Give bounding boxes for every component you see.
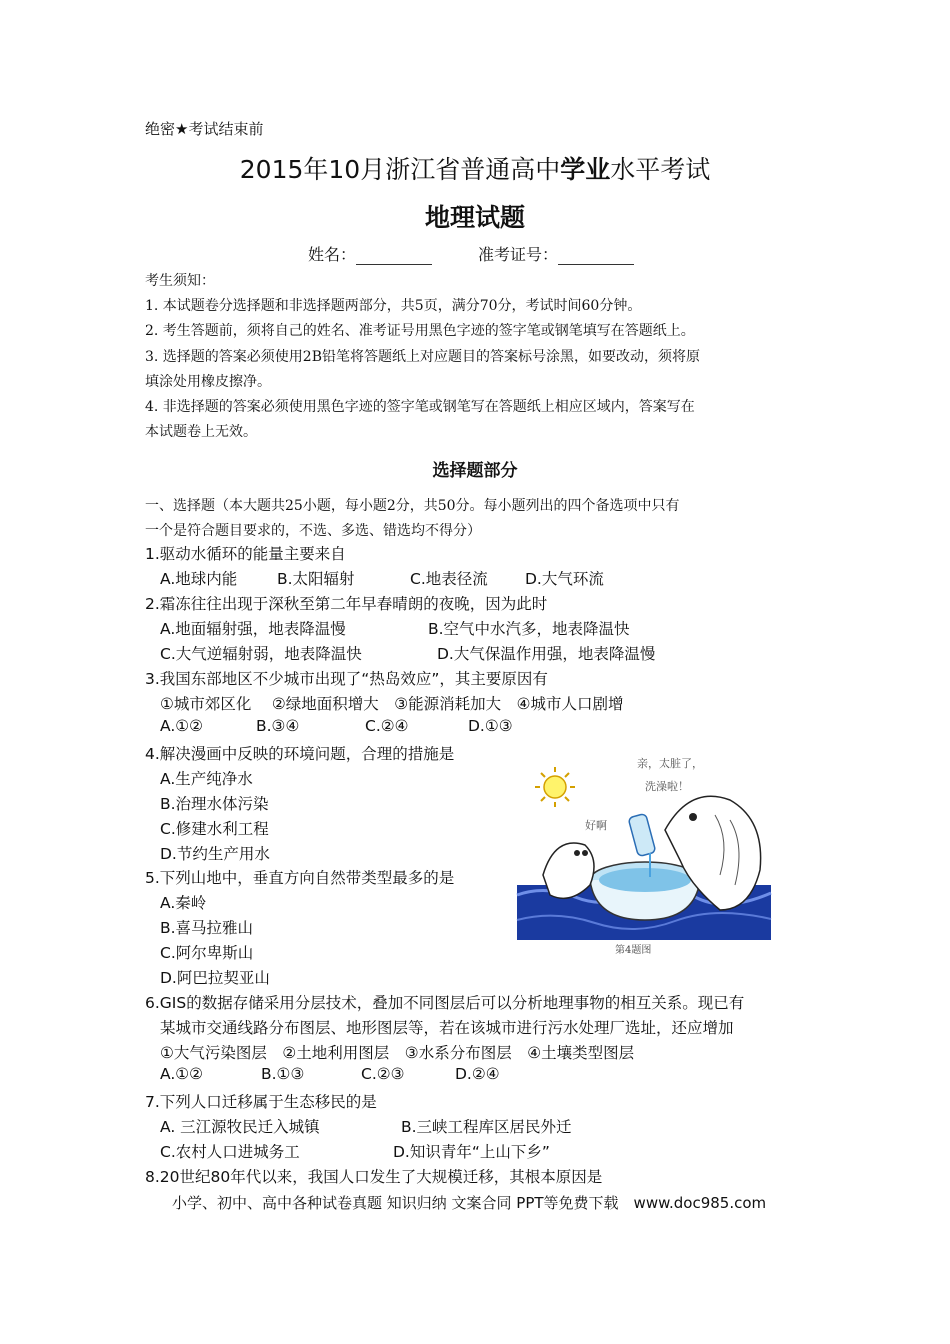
notice-line-2: 2. 考生答题前，须将自己的姓名、准考证号用黑色字迹的签字笔或钢笔填写在答题纸上。: [145, 323, 695, 339]
q2-option-a[interactable]: A.地面辐射强，地表降温慢: [160, 620, 346, 638]
section-intro-1: 一、选择题（本大题共25小题，每小题2分，共50分。每小题列出的四个备选项中只有: [145, 498, 680, 514]
speech-bubble-1: 亲，太脏了，: [637, 757, 703, 770]
name-blank[interactable]: [356, 250, 432, 265]
title-part-a: 2015年10月浙江省普通高中: [239, 155, 561, 184]
q6-option-b[interactable]: B.①③: [261, 1065, 305, 1083]
q5-option-b[interactable]: B.喜马拉雅山: [160, 919, 254, 937]
title-bold: 学业: [560, 155, 611, 184]
title-part-b: 水平考试: [610, 155, 711, 184]
q2-option-d[interactable]: D.大气保温作用强，地表降温慢: [437, 645, 656, 663]
q1-option-b[interactable]: B.太阳辐射: [277, 570, 355, 588]
q5-option-d[interactable]: D.阿巴拉契亚山: [160, 969, 270, 987]
q3-option-c[interactable]: C.②④: [365, 717, 409, 735]
confidential-mark: 绝密★考试结束前: [145, 120, 264, 138]
q3-option-d[interactable]: D.①③: [468, 717, 513, 735]
q7-option-a[interactable]: A. 三江源牧民迁入城镇: [160, 1118, 320, 1136]
q2-option-b[interactable]: B.空气中水汽多，地表降温快: [428, 620, 630, 638]
notice-line-5: 4. 非选择题的答案必须使用黑色字迹的签字笔或钢笔写在答题纸上相应区域内，答案写在: [145, 399, 695, 415]
notice-line-3: 3. 选择题的答案必须使用2B铅笔将答题纸上对应题目的答案标号涂黑，如要改动，须将原: [145, 349, 701, 365]
q6-option-c[interactable]: C.②③: [361, 1065, 405, 1083]
q4-stem: 4.解决漫画中反映的环境问题，合理的措施是: [145, 745, 455, 763]
q7-stem: 7.下列人口迁移属于生态移民的是: [145, 1093, 377, 1111]
q7-option-b[interactable]: B.三峡工程库区居民外迁: [401, 1118, 572, 1136]
q6-option-a[interactable]: A.①②: [160, 1065, 204, 1083]
section-intro-2: 一个是符合题目要求的，不选、多选、错选均不得分）: [145, 523, 481, 539]
notice-line-6: 本试题卷上无效。: [145, 424, 257, 440]
section-title: 选择题部分: [432, 461, 518, 481]
notice-line-1: 1. 本试题卷分选择题和非选择题两部分，共5页，满分70分，考试时间60分钟。: [145, 298, 642, 314]
q2-stem: 2.霜冻往往出现于深秋至第二年早春晴朗的夜晚，因为此时: [145, 595, 548, 613]
q3-option-a[interactable]: A.①②: [160, 717, 204, 735]
q1-option-a[interactable]: A.地球内能: [160, 570, 238, 588]
q4-option-c[interactable]: C.修建水利工程: [160, 820, 269, 838]
q1-stem: 1.驱动水循环的能量主要来自: [145, 545, 346, 563]
q6-stem-1: 6.GIS的数据存储采用分层技术，叠加不同图层后可以分析地理事物的相互关系。现已有: [145, 994, 745, 1012]
notice-line-4: 填涂处用橡皮擦净。: [145, 374, 271, 390]
speech-bubble-2: 洗澡啦！: [645, 780, 689, 793]
q3-stem: 3.我国东部地区不少城市出现了“热岛效应”，其主要原因有: [145, 670, 548, 688]
q3-option-b[interactable]: B.③④: [256, 717, 300, 735]
q7-option-d[interactable]: D.知识青年“上山下乡”: [393, 1143, 550, 1161]
cartoon-figure: [515, 745, 773, 960]
candidate-fields: [308, 242, 680, 265]
name-label: 姓名：: [308, 245, 357, 264]
footer-ad: 小学、初中、高中各种试卷真题 知识归纳 文案合同 PPT等免费下载 www.doc985.com: [172, 1194, 767, 1212]
q6-stem-2: 某城市交通线路分布图层、地形图层等，若在该城市进行污水处理厂选址，还应增加: [160, 1019, 734, 1037]
q5-stem: 5.下列山地中，垂直方向自然带类型最多的是: [145, 869, 455, 887]
sun-icon: [535, 767, 575, 807]
speech-bubble-3: 好啊: [585, 819, 607, 832]
q8-stem: 8.20世纪80年代以来，我国人口发生了大规模迁移，其根本原因是: [145, 1168, 603, 1186]
q1-option-c[interactable]: C.地表径流: [410, 570, 488, 588]
q6-option-d[interactable]: D.②④: [455, 1065, 500, 1083]
q3-items: ①城市郊区化 ②绿地面积增大 ③能源消耗加大 ④城市人口剧增: [160, 695, 624, 713]
cartoon-illustration: [515, 745, 773, 960]
q5-option-c[interactable]: C.阿尔卑斯山: [160, 944, 254, 962]
q4-option-d[interactable]: D.节约生产用水: [160, 845, 270, 863]
notice-heading: 考生须知：: [145, 273, 215, 289]
id-blank[interactable]: [558, 250, 634, 265]
q4-option-b[interactable]: B.治理水体污染: [160, 795, 269, 813]
q7-option-c[interactable]: C.农村人口进城务工: [160, 1143, 300, 1161]
id-label: 准考证号：: [478, 245, 559, 264]
exam-title: [0, 150, 950, 186]
q1-option-d[interactable]: D.大气环流: [525, 570, 604, 588]
figure-caption: 第4题图: [615, 945, 652, 956]
q6-items: ①大气污染图层 ②土地利用图层 ③水系分布图层 ④土壤类型图层: [160, 1044, 635, 1062]
exam-subtitle: 地理试题: [424, 203, 525, 232]
q2-option-c[interactable]: C.大气逆辐射弱，地表降温快: [160, 645, 362, 663]
q4-option-a[interactable]: A.生产纯净水: [160, 770, 253, 788]
q5-option-a[interactable]: A.秦岭: [160, 894, 207, 912]
